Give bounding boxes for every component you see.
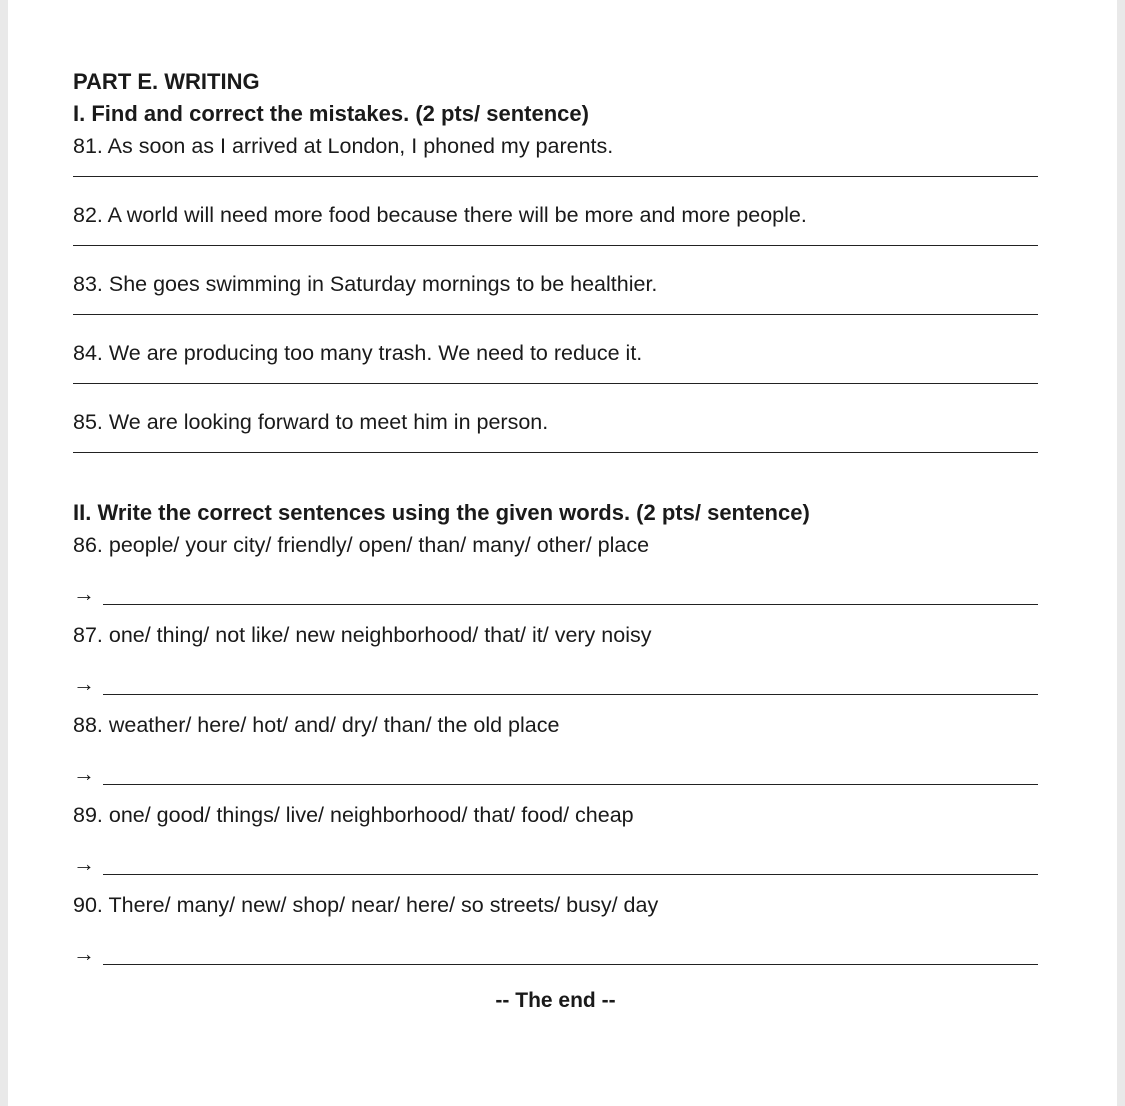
question-81: 81. As soon as I arrived at London, I phoned my parents. [73, 134, 614, 158]
section-title: II. Write the correct sentences using the given words. (2 pts/ sentence) [73, 500, 810, 525]
answer-line-83 [73, 300, 1038, 315]
question-89: 89. one/ good/ things/ live/ neighborhood/ that/ food/ cheap [73, 803, 634, 827]
arrow-icon: → [73, 941, 95, 966]
section-write-sentences [73, 497, 1038, 967]
part-title: PART E. WRITING [73, 69, 260, 94]
answer-line-82 [73, 231, 1038, 246]
section-title: I. Find and correct the mistakes. (2 pts/ sentence) [73, 101, 589, 126]
answer-row-86 [73, 561, 1038, 607]
arrow-icon: → [73, 581, 95, 606]
question-82: 82. A world will need more food because there will be more and more people. [73, 203, 807, 227]
answer-line-86 [103, 603, 1038, 605]
question-83: 83. She goes swimming in Saturday mornings to be healthier. [73, 272, 658, 296]
question-88: 88. weather/ here/ hot/ and/ dry/ than/ the old place [73, 713, 560, 737]
answer-row-90 [73, 921, 1038, 967]
answer-row-87 [73, 651, 1038, 697]
answer-line-85 [73, 438, 1038, 453]
answer-line-88 [103, 783, 1038, 785]
answer-line-87 [103, 693, 1038, 695]
arrow-icon: → [73, 851, 95, 876]
arrow-icon: → [73, 761, 95, 786]
answer-row-89 [73, 831, 1038, 877]
question-90: 90. There/ many/ new/ shop/ near/ here/ so streets/ busy/ day [73, 893, 659, 917]
answer-line-90 [103, 963, 1038, 965]
answer-row-88 [73, 741, 1038, 787]
the-end-footer: -- The end -- [495, 989, 616, 1012]
question-87: 87. one/ thing/ not like/ new neighborhood/ that/ it/ very noisy [73, 623, 652, 647]
answer-line-81 [73, 162, 1038, 177]
question-86: 86. people/ your city/ friendly/ open/ than/ many/ other/ place [73, 533, 650, 557]
arrow-icon: → [73, 671, 95, 696]
answer-line-84 [73, 369, 1038, 384]
worksheet-content [73, 66, 1038, 1013]
section-find-and-correct [73, 98, 1038, 453]
question-85: 85. We are looking forward to meet him in person. [73, 410, 549, 434]
answer-line-89 [103, 873, 1038, 875]
document-page [8, 0, 1117, 1106]
question-84: 84. We are producing too many trash. We need to reduce it. [73, 341, 643, 365]
